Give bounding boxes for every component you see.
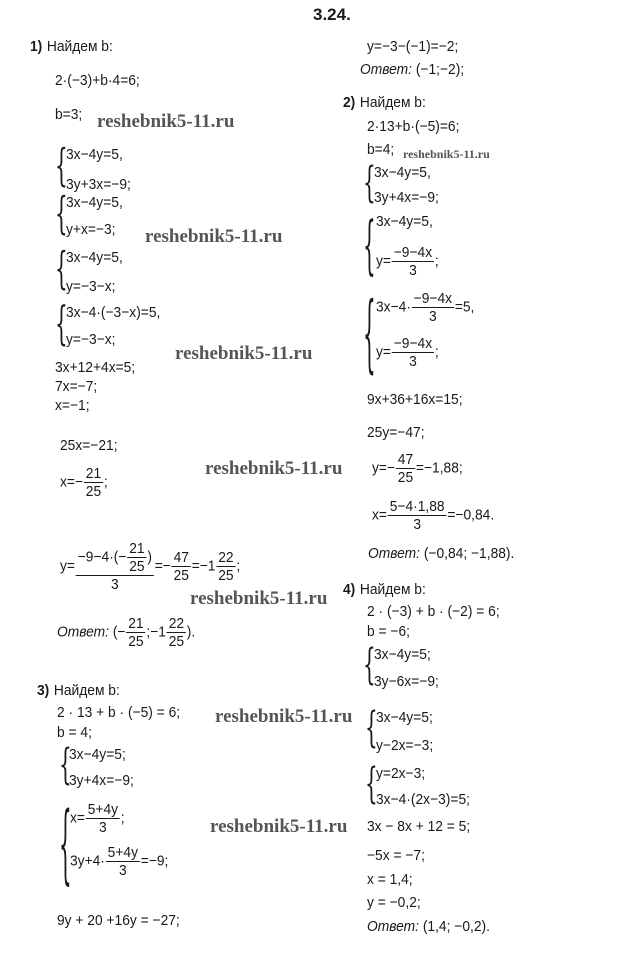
- fraction: [167, 615, 186, 650]
- equation: 3x−4y=5;: [376, 709, 433, 726]
- equation: 2·(−3)+b·4=6;: [55, 72, 140, 89]
- brace-icon: {: [365, 701, 378, 753]
- text: ;: [434, 343, 439, 361]
- watermark: reshebnik5-11.ru: [403, 147, 490, 161]
- brace-icon: {: [363, 205, 376, 283]
- numerator: 22: [218, 549, 234, 566]
- numerator: [76, 540, 154, 576]
- problem-number: 3.24.: [313, 5, 351, 24]
- text: ;: [103, 473, 108, 491]
- text: =−0,84.: [447, 506, 495, 524]
- answer: [57, 615, 195, 650]
- equation: 2 · 13 + b · (−5) = 6;: [57, 704, 181, 721]
- equation: y−2x=−3;: [376, 737, 434, 754]
- brace-icon: {: [55, 186, 68, 240]
- equation: y+x=−3;: [66, 221, 116, 238]
- answer-value: (−1;−2);: [415, 61, 465, 78]
- watermark: reshebnik5-11.ru: [175, 343, 313, 364]
- answer-label: Ответ:: [368, 545, 420, 562]
- fraction: [412, 290, 454, 325]
- heading-text: Найдем b:: [53, 682, 120, 699]
- text: ;: [236, 557, 241, 575]
- equation: [376, 290, 474, 325]
- brace-icon: {: [363, 281, 376, 383]
- denominator: 3: [429, 308, 437, 325]
- part-number: 2): [343, 94, 356, 111]
- equation: b = 4;: [57, 724, 92, 741]
- brace-icon: {: [59, 791, 72, 895]
- part-number: 4): [343, 581, 356, 598]
- equation: [372, 451, 463, 486]
- watermark: reshebnik5-11.ru: [205, 458, 343, 479]
- denominator: 25: [218, 567, 234, 584]
- equation: x=−1;: [55, 397, 90, 414]
- text: ;−1: [146, 623, 166, 641]
- text: ): [147, 548, 152, 566]
- text: ;: [434, 252, 439, 270]
- brace-icon: {: [363, 638, 376, 690]
- equation: y=−3−x;: [66, 278, 116, 295]
- text: =−9;: [140, 852, 169, 870]
- numerator: 22: [168, 615, 185, 632]
- equation: b=3;: [55, 106, 83, 123]
- watermark: reshebnik5-11.ru: [97, 111, 235, 132]
- text: y=: [376, 252, 391, 270]
- numerator: 21: [128, 615, 144, 632]
- fraction: [84, 465, 103, 500]
- fraction: [388, 498, 447, 533]
- fraction: [392, 335, 434, 370]
- text: x=−: [60, 473, 84, 491]
- answer-label: Ответ:: [360, 61, 412, 78]
- denominator: 3: [409, 262, 417, 279]
- equation: 3x−4y=5,: [374, 164, 431, 181]
- part1-heading: [30, 38, 113, 56]
- equation: 3x+12+4x=5;: [55, 359, 136, 376]
- answer-value: (−0,84; −1,88).: [423, 545, 515, 562]
- part-number: 3): [37, 682, 50, 699]
- brace-icon: {: [59, 738, 72, 790]
- equation: 3y+4x=−9;: [69, 772, 134, 789]
- text: ).: [186, 623, 196, 641]
- fraction: [216, 549, 235, 584]
- equation: 3x−4y=5,: [66, 146, 123, 163]
- denominator: 25: [173, 567, 189, 584]
- text: =−1: [191, 557, 216, 575]
- answer-label: Ответ:: [367, 918, 419, 935]
- numerator: 21: [85, 465, 102, 482]
- part-number: 1): [30, 38, 43, 55]
- text: 3x−4·: [376, 298, 411, 316]
- equation: y=−3−x;: [66, 331, 116, 348]
- denominator: 3: [110, 576, 119, 593]
- part4-heading: [343, 581, 426, 599]
- equation: 3x−4y=5;: [374, 646, 431, 663]
- text: (−: [112, 623, 126, 641]
- answer: [360, 61, 464, 79]
- brace-icon: {: [363, 156, 376, 208]
- equation: 3x−4y=5;: [69, 746, 126, 763]
- numerator: 5+4y: [107, 844, 138, 861]
- equation: 2·13+b·(−5)=6;: [367, 118, 460, 135]
- equation: 3x−4y=5,: [66, 249, 123, 266]
- denominator: 25: [397, 469, 414, 486]
- answer: [368, 545, 514, 563]
- fraction: [86, 801, 120, 836]
- heading-text: Найдем b:: [46, 38, 113, 55]
- equation: 3x−4·(−3−x)=5,: [66, 304, 161, 321]
- equation: 25x=−21;: [60, 437, 118, 454]
- equation: 3x − 8x + 12 = 5;: [367, 818, 471, 835]
- equation: [60, 465, 108, 500]
- brace-icon: {: [55, 241, 68, 295]
- equation: [376, 244, 439, 279]
- text: x=: [372, 506, 387, 524]
- watermark: reshebnik5-11.ru: [145, 226, 283, 247]
- watermark: reshebnik5-11.ru: [215, 706, 353, 727]
- heading-text: Найдем b:: [359, 581, 426, 598]
- equation: 3y+3x=−9;: [66, 176, 131, 193]
- equation: [70, 844, 168, 879]
- fraction: [392, 244, 434, 279]
- equation: [60, 540, 240, 593]
- denominator: 3: [118, 862, 127, 879]
- equation: 3x−4y=5,: [66, 194, 123, 211]
- equation: [70, 801, 125, 836]
- equation: y=2x−3;: [376, 765, 426, 782]
- text: ;: [120, 809, 125, 827]
- fraction: [127, 540, 146, 575]
- denominator: 25: [85, 483, 102, 500]
- equation: 2 · (−3) + b · (−2) = 6;: [367, 603, 500, 620]
- equation: 9y + 20 +16y = −27;: [57, 912, 180, 929]
- brace-icon: {: [55, 138, 68, 192]
- equation: 3y−6x=−9;: [374, 673, 439, 690]
- numerator: 5+4y: [87, 801, 119, 818]
- equation: −5x = −7;: [367, 847, 425, 864]
- equation: x = 1,4;: [367, 871, 413, 888]
- text: x=: [70, 809, 85, 827]
- watermark: reshebnik5-11.ru: [210, 816, 348, 837]
- numerator: 47: [397, 451, 414, 468]
- fraction: [106, 844, 140, 879]
- heading-text: Найдем b:: [359, 94, 426, 111]
- text: y=: [60, 557, 75, 575]
- denominator: 25: [128, 633, 144, 650]
- answer-label: Ответ:: [57, 623, 109, 641]
- part2-heading: [343, 94, 426, 112]
- text: y=: [376, 343, 391, 361]
- text: y=−: [372, 459, 396, 477]
- numerator: 5−4·1,88: [389, 498, 445, 515]
- text: −9−4·(−: [77, 548, 127, 566]
- fraction: [76, 540, 154, 593]
- equation: y=−3−(−1)=−2;: [367, 38, 459, 55]
- equation: b = −6;: [367, 623, 410, 640]
- equation: 3y+4x=−9;: [374, 189, 439, 206]
- equation: 25y=−47;: [367, 424, 425, 441]
- fraction: [126, 615, 145, 650]
- text: =−: [154, 557, 171, 575]
- watermark: reshebnik5-11.ru: [190, 588, 328, 609]
- text: =5,: [454, 298, 475, 316]
- part3-heading: [37, 682, 120, 700]
- equation: 9x+36+16x=15;: [367, 391, 463, 408]
- numerator: −9−4x: [393, 335, 433, 352]
- numerator: −9−4x: [393, 244, 433, 261]
- numerator: 47: [173, 549, 189, 566]
- equation: [376, 335, 439, 370]
- fraction: [172, 549, 191, 584]
- numerator: 21: [129, 540, 145, 557]
- denominator: 25: [129, 558, 145, 575]
- denominator: 25: [168, 633, 185, 650]
- equation: 7x=−7;: [55, 378, 98, 395]
- answer-value: (1,4; −0,2).: [422, 918, 490, 935]
- brace-icon: {: [55, 295, 68, 351]
- equation: 3x−4y=5,: [376, 213, 433, 230]
- equation: [372, 498, 494, 533]
- numerator: −9−4x: [413, 290, 453, 307]
- answer: [367, 918, 490, 936]
- denominator: 3: [99, 819, 107, 836]
- text: =−1,88;: [415, 459, 463, 477]
- fraction: [396, 451, 415, 486]
- equation: 3x−4·(2x−3)=5;: [376, 791, 470, 808]
- denominator: 3: [409, 353, 417, 370]
- text: 3y+4·: [70, 852, 105, 870]
- equation: b=4;: [367, 141, 395, 158]
- brace-icon: {: [365, 757, 378, 809]
- equation: y = −0,2;: [367, 894, 421, 911]
- denominator: 3: [413, 516, 421, 533]
